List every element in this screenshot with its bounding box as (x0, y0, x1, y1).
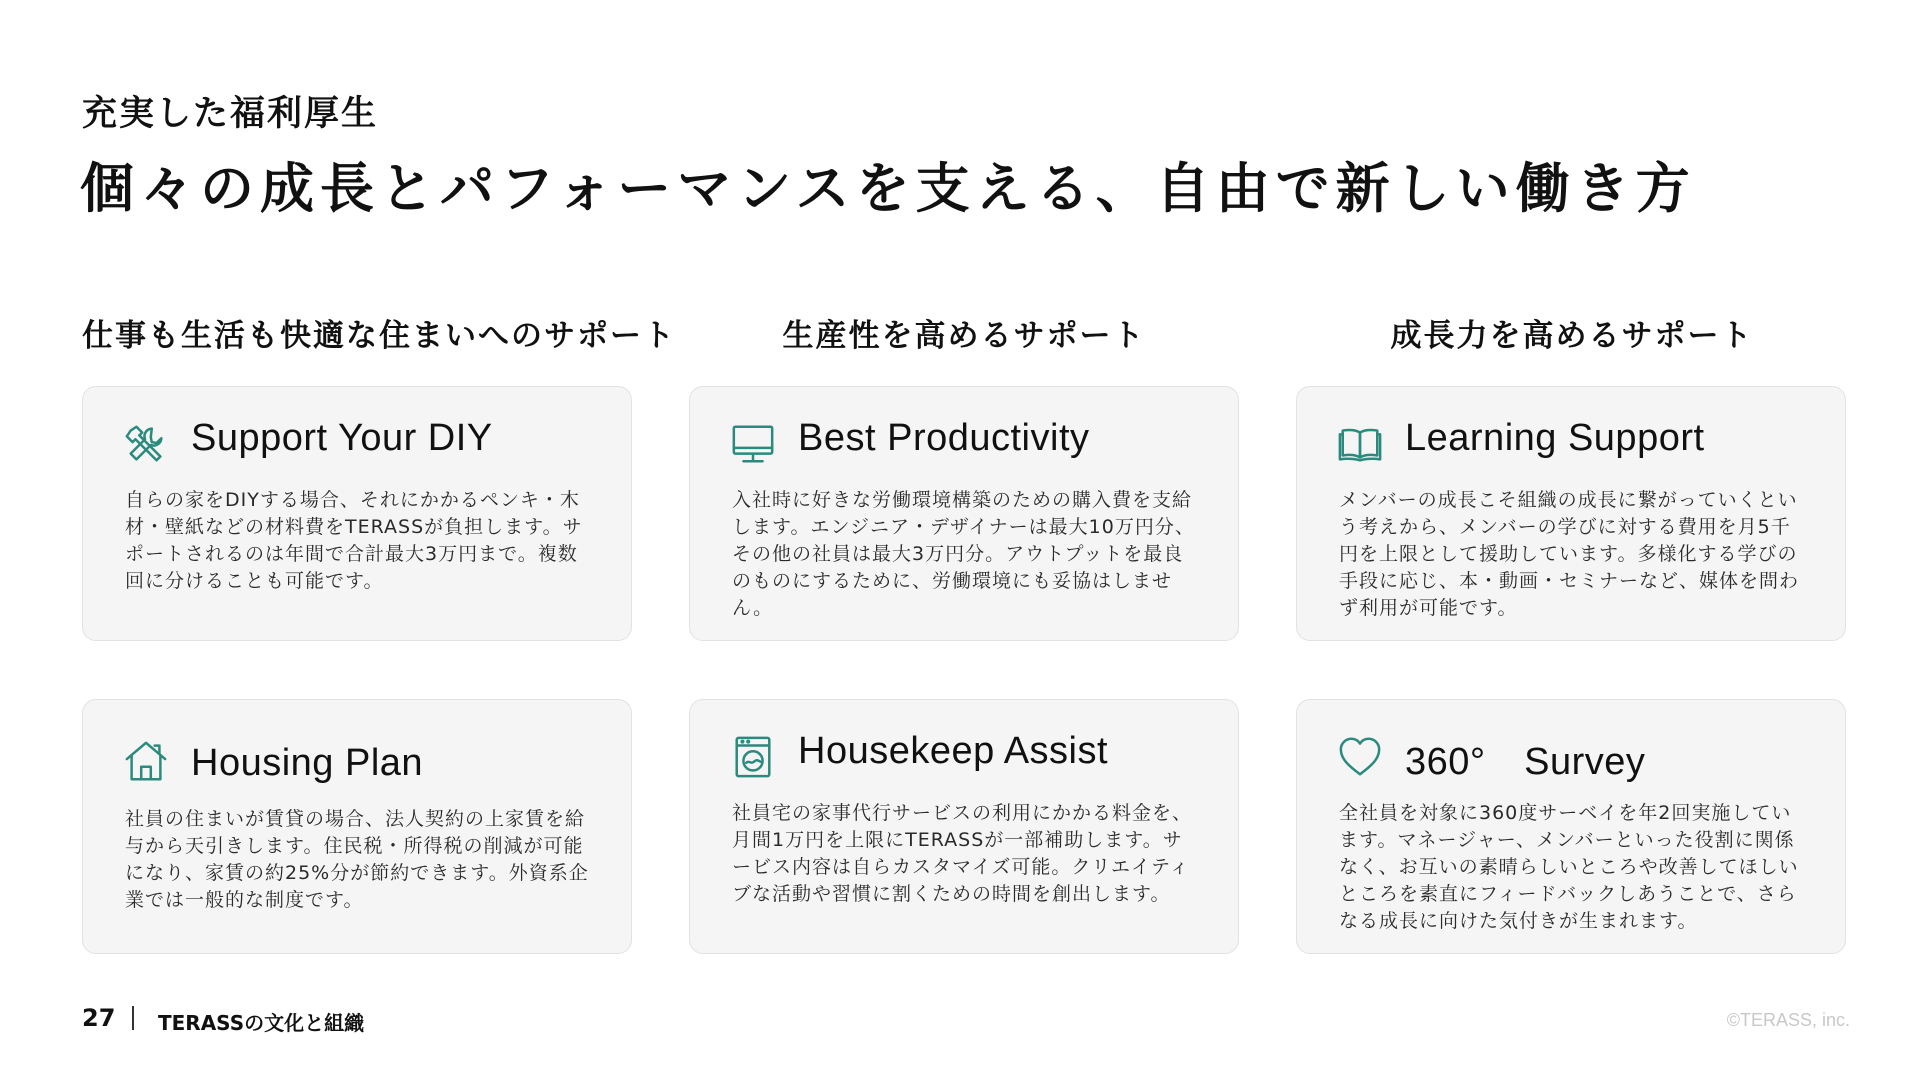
benefit-card-housing (82, 699, 632, 954)
benefit-card-diy (82, 386, 632, 641)
card-title: 360° Survey (1405, 741, 1646, 783)
benefit-card-housekeep (689, 699, 1239, 954)
footer-section-label: TERASSの文化と組織 (158, 1011, 365, 1035)
house-icon (123, 738, 169, 784)
washing-machine-icon (730, 734, 776, 780)
card-body: 社員宅の家事代行サービスの利用にかかる料金を、月間1万円を上限にTERASSが一部補助します。サービス内容は自らカスタマイズ可能。クリエイティブな活動や習慣に割くための時間を創出します。 (732, 802, 1193, 905)
card-title: Learning Support (1405, 417, 1705, 459)
column-heading-growth: 成長力を高めるサポート (1390, 318, 1754, 354)
card-title: Housing Plan (191, 742, 424, 784)
column-heading-housing: 仕事も生活も快適な住まいへのサポート (82, 318, 676, 354)
tools-icon (123, 421, 169, 467)
copyright-text: ©TERASS, inc. (1726, 1010, 1850, 1030)
monitor-icon (730, 421, 776, 467)
card-title: Housekeep Assist (798, 730, 1109, 772)
benefit-card-survey (1296, 699, 1846, 954)
column-heading-productivity: 生産性を高めるサポート (782, 318, 1146, 354)
card-body: メンバーの成長こそ組織の成長に繋がっていくという考えから、メンバーの学びに対する費用を月5千円を上限として援助しています。多様化する学びの手段に応じ、本・動画・セミナーなど、媒体を問わず利用が可能です。 (1339, 489, 1800, 619)
page-number: 27 (82, 1004, 116, 1032)
slide-subtitle: 充実した福利厚生 (82, 94, 379, 134)
benefit-card-productivity (689, 386, 1239, 641)
card-title: Support Your DIY (191, 417, 493, 459)
card-title: Best Productivity (798, 417, 1090, 459)
slide-title: 個々の成長とパフォーマンスを支える、自由で新しい働き方 (80, 157, 1696, 220)
card-body: 入社時に好きな労働環境構築のための購入費を支給します。エンジニア・デザイナーは最大10万円分、その他の社員は最大3万円分。アウトプットを最良のものにするために、労働環境にも妥協はしません。 (732, 489, 1195, 619)
benefit-card-learning (1296, 386, 1846, 641)
card-body: 自らの家をDIYする場合、それにかかるペンキ・木材・壁紙などの材料費をTERASSが負担します。サポートされるのは年間で合計最大3万円まで。複数回に分けることも可能です。 (125, 489, 583, 592)
footer-divider (132, 1006, 134, 1030)
heart-icon (1337, 734, 1383, 780)
book-icon (1337, 421, 1383, 467)
card-body: 社員の住まいが賃貸の場合、法人契約の上家賃を給与から天引きします。住民税・所得税の削減が可能になり、家賃の約25%分が節約できます。外資系企業では一般的な制度です。 (125, 808, 589, 911)
card-body: 全社員を対象に360度サーベイを年2回実施しています。マネージャー、メンバーといった役割に関係なく、お互いの素晴らしいところや改善してほしいところを素直にフィードバックしあうことで、さらなる成長に向けた気付きが生まれます。 (1339, 802, 1799, 932)
